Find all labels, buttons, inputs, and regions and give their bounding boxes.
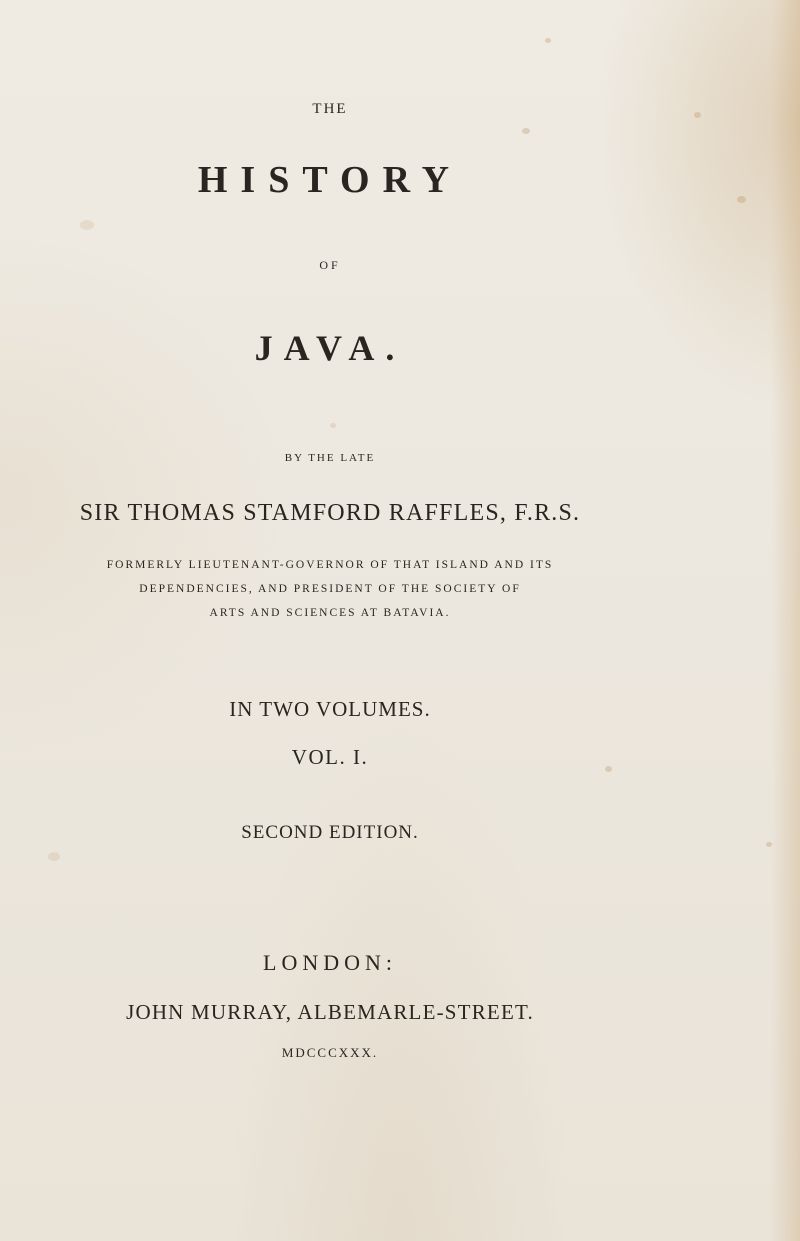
by-the-late: BY THE LATE <box>284 452 376 464</box>
foxing-spot <box>48 852 60 861</box>
imprint-year: MDCCCXXX. <box>281 1045 379 1060</box>
title-of: OF <box>319 258 341 272</box>
author-description-line: FORMERLY LIEUTENANT-GOVERNOR OF THAT ISLAND AND ITS <box>106 559 554 571</box>
author-description-line: ARTS AND SCIENCES AT BATAVIA. <box>209 607 451 619</box>
foxing-spot <box>80 220 94 230</box>
title-java: JAVA. <box>254 328 406 368</box>
edition-note: SECOND EDITION. <box>241 822 419 843</box>
foxing-spot <box>766 842 772 847</box>
volumes-note: IN TWO VOLUMES. <box>229 697 431 721</box>
volume-number: VOL. I. <box>291 745 369 769</box>
foxing-spot <box>737 196 746 203</box>
title-the: THE <box>312 101 348 117</box>
imprint-city: LONDON: <box>263 950 397 975</box>
author-description-line: DEPENDENCIES, AND PRESIDENT OF THE SOCIETY OF <box>139 583 521 595</box>
foxing-spot <box>522 128 530 134</box>
title-history: HISTORY <box>197 159 463 201</box>
foxing-spot <box>330 423 336 428</box>
foxing-spot <box>694 112 701 118</box>
imprint-publisher: JOHN MURRAY, ALBEMARLE-STREET. <box>126 1000 534 1024</box>
foxing-spot <box>545 38 551 43</box>
author-name: SIR THOMAS STAMFORD RAFFLES, F.R.S. <box>79 500 581 526</box>
page-edge-stain <box>770 0 800 1241</box>
